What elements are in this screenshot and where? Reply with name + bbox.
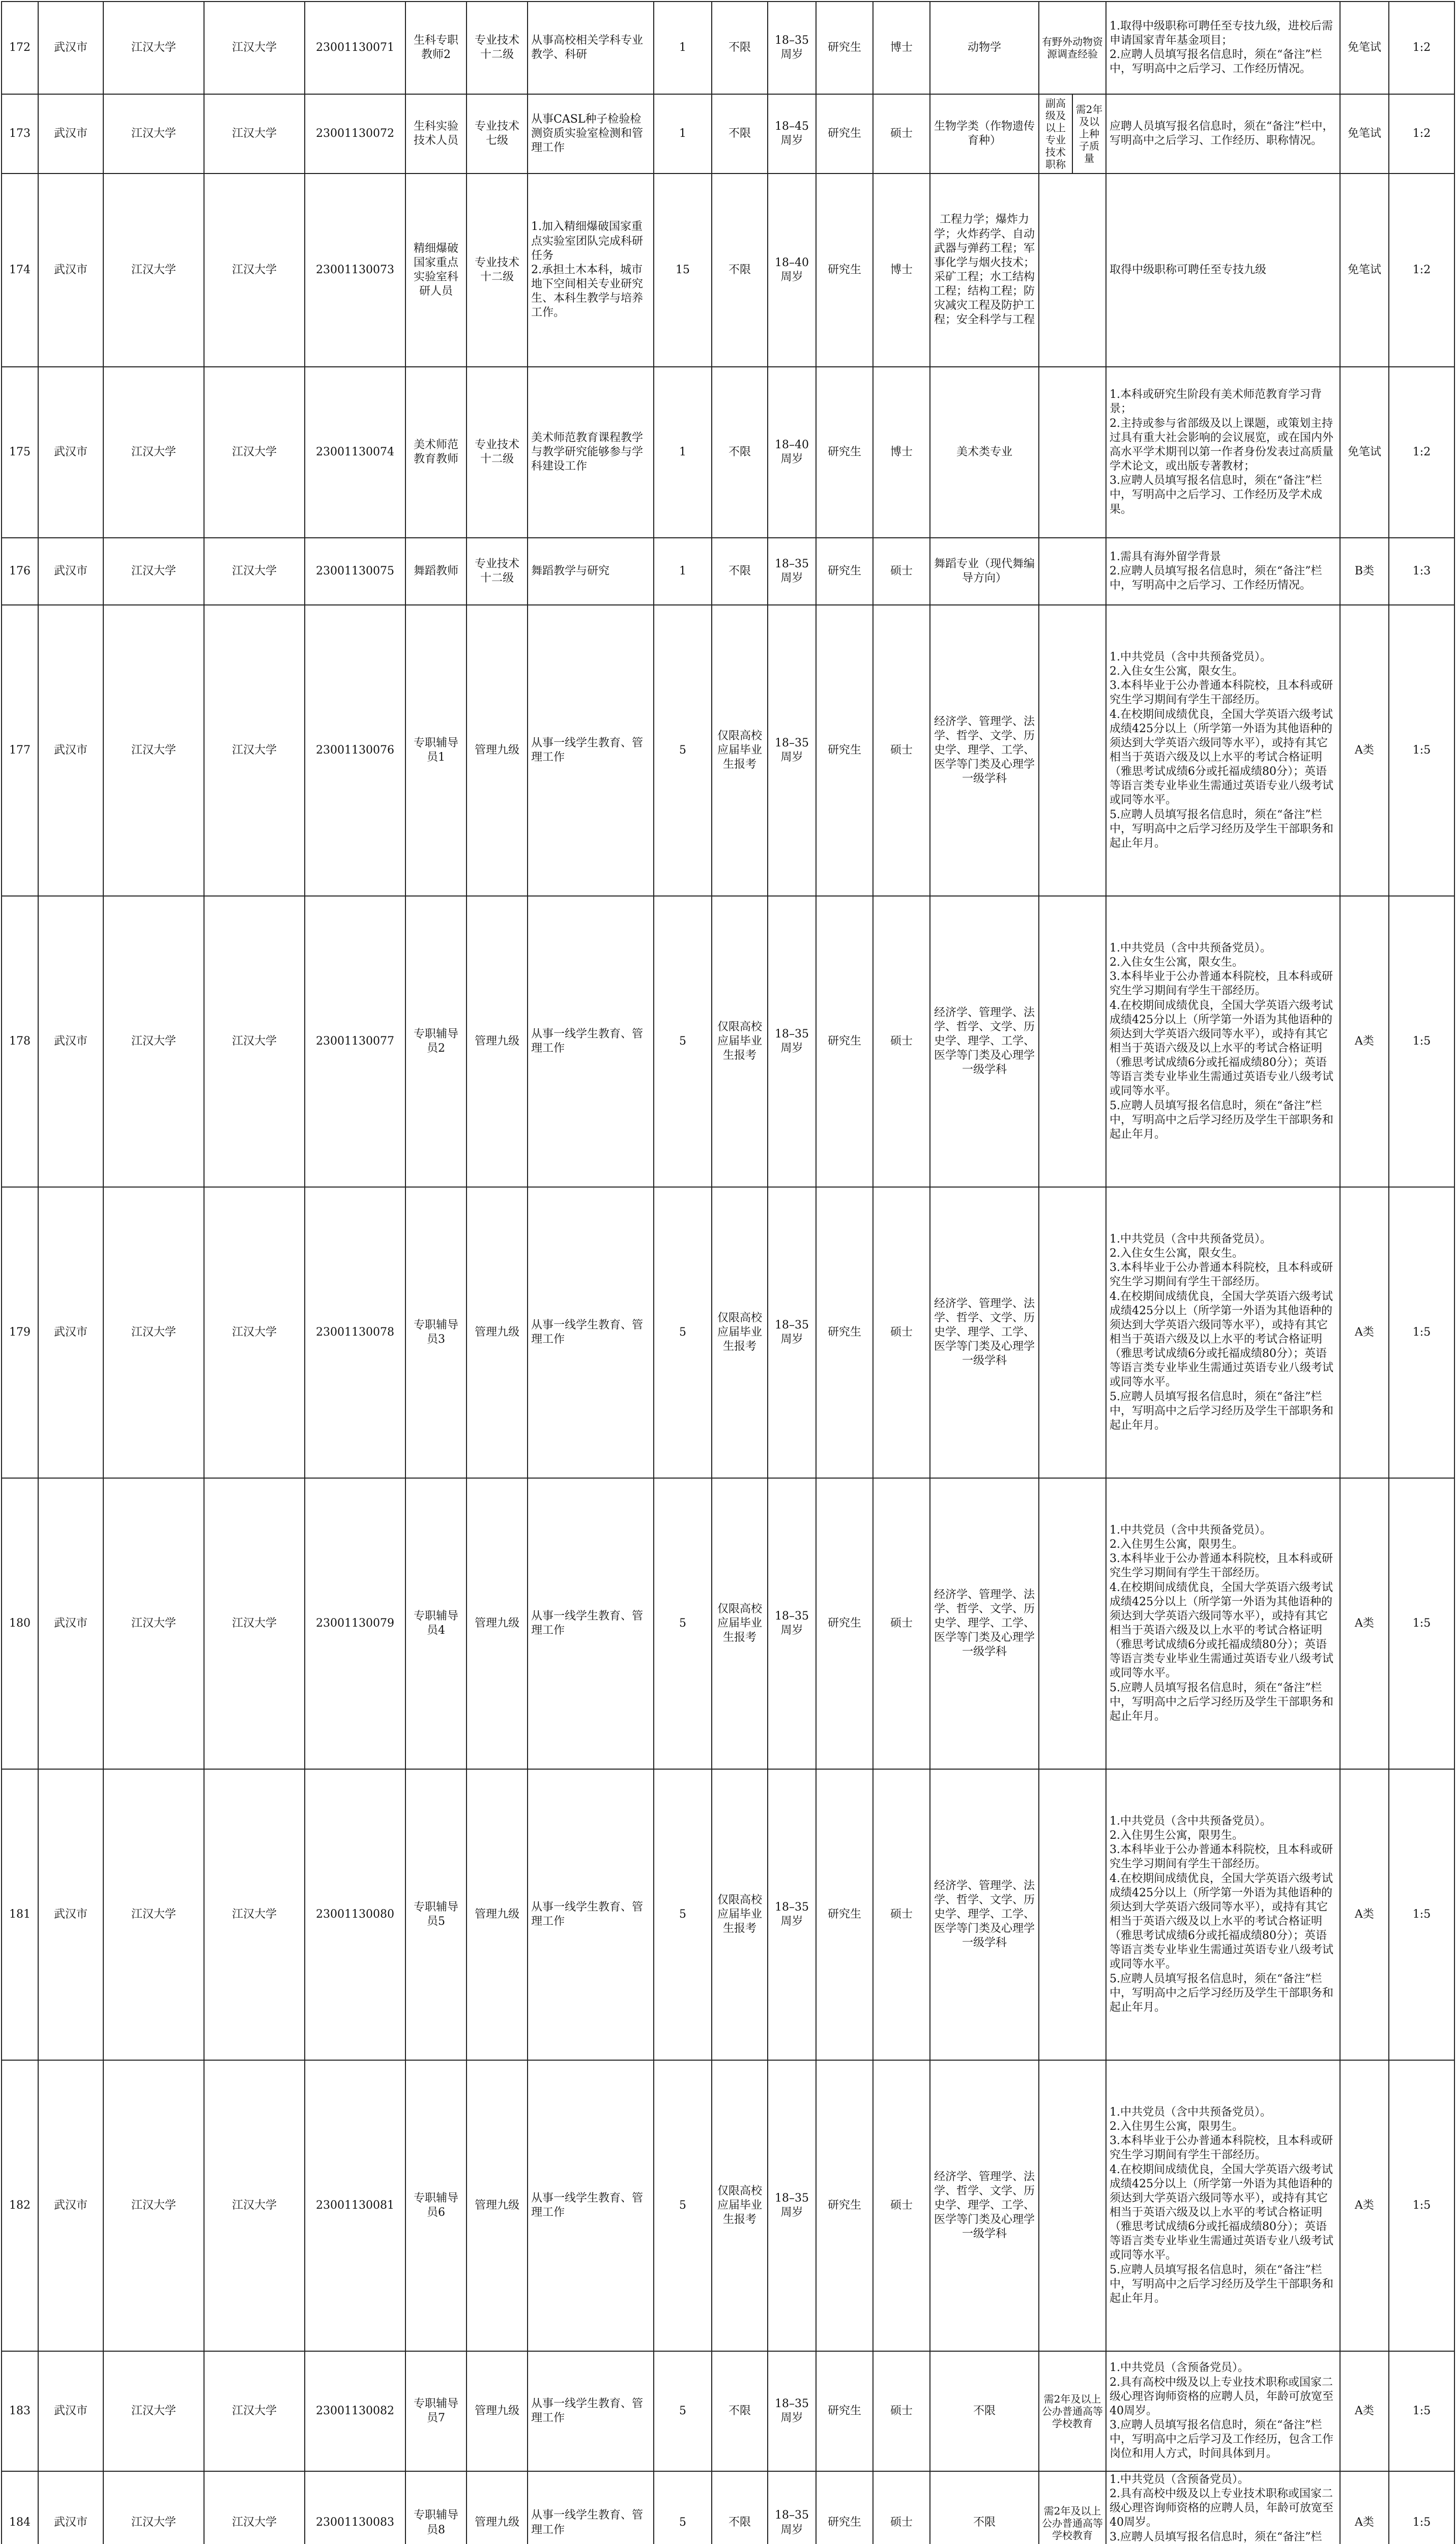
- city-cell: 武汉市: [38, 538, 103, 605]
- department-cell: 江汉大学: [103, 896, 204, 1187]
- degree-cell: 硕士: [873, 538, 930, 605]
- table-row: [2, 538, 1454, 605]
- department-cell: 江汉大学: [103, 1769, 204, 2060]
- headcount-cell: 15: [654, 174, 712, 367]
- major-cell: 不限: [930, 2471, 1039, 2544]
- city-cell: 武汉市: [38, 2, 103, 94]
- ratio-cell: 1:2: [1389, 94, 1454, 174]
- major-cell: 工程力学；爆炸力学；火炸药学、自动武器与弹药工程；军事化学与烟火技术；采矿工程；水工结构工程；结构工程；防灾减灾工程及防护工程；安全科学与工程: [930, 174, 1039, 367]
- notes-cell: 1.中共党员（含中共预备党员）。 2.入住男生公寓，限男生。 3.本科毕业于公办普通本科院校，且本科或研究生学习期间有学生干部经历。 4.在校期间成绩优良，全国大学英语六级考试成绩425分以上（所学第一外语为其他语种的须达到大学英语六级同等水平），或持有其它相当于英语六级及以上水平的考试合格证明（雅思考试成绩6分或托福成绩80分）；英语等语言类专业毕业生需通过英语专业八级考试或同等水平。 5.应聘人员填写报名信息时，须在“备注”栏中，写明高中之后学习经历及学生干部职务和起止年月。: [1106, 2060, 1340, 2351]
- headcount-cell: 5: [654, 1478, 712, 1769]
- ratio-cell: 1:5: [1389, 896, 1454, 1187]
- duty-cell: 从事CASL种子检验检测资质实验室检测和管理工作: [528, 94, 654, 174]
- headcount-cell: 5: [654, 605, 712, 896]
- unit-cell: 江汉大学: [204, 2060, 305, 2351]
- notes-cell: 1.需具有海外留学背景 2.应聘人员填写报名信息时，须在“备注”栏中，写明高中之后学习、工作经历情况。: [1106, 538, 1340, 605]
- other-requirement-cell: [1039, 896, 1106, 1187]
- headcount-cell: 5: [654, 2351, 712, 2471]
- post-level-cell: 专业技术十二级: [467, 2, 528, 94]
- notes-cell: 1.本科或研究生阶段有美术师范教育学习背景； 2.主持或参与省部级及以上课题，或策划主持过具有重大社会影响的会议展览，或在国内外高水平学术期刊以第一作者身份发表过高质量学术论文，或出版专著教材； 3.应聘人员填写报名信息时，须在“备注”栏中，写明高中之后学习、工作经历及学术成果。: [1106, 367, 1340, 538]
- post-level-cell: 管理九级: [467, 896, 528, 1187]
- degree-cell: 硕士: [873, 2471, 930, 2544]
- notes-cell: 1.中共党员（含中共预备党员）。 2.入住男生公寓，限男生。 3.本科毕业于公办普通本科院校，且本科或研究生学习期间有学生干部经历。 4.在校期间成绩优良，全国大学英语六级考试成绩425分以上（所学第一外语为其他语种的须达到大学英语六级同等水平），或持有其它相当于英语六级及以上水平的考试合格证明（雅思考试成绩6分或托福成绩80分）；英语等语言类专业毕业生需通过英语专业八级考试或同等水平。 5.应聘人员填写报名信息时，须在“备注”栏中，写明高中之后学习经历及学生干部职务和起止年月。: [1106, 1478, 1340, 1769]
- post-name-cell: 舞蹈教师: [405, 538, 467, 605]
- education-cell: 研究生: [816, 896, 873, 1187]
- applicant-source-cell: 不限: [712, 2471, 768, 2544]
- applicant-source-cell: 仅限高校应届毕业生报考: [712, 2060, 768, 2351]
- duty-cell: 从事高校相关学科专业教学、科研: [528, 2, 654, 94]
- ratio-cell: 1:2: [1389, 367, 1454, 538]
- unit-cell: 江汉大学: [204, 2351, 305, 2471]
- department-cell: 江汉大学: [103, 605, 204, 896]
- applicant-source-cell: 不限: [712, 538, 768, 605]
- other-requirement-cell: [1039, 174, 1106, 367]
- education-cell: 研究生: [816, 2, 873, 94]
- education-cell: 研究生: [816, 2351, 873, 2471]
- table-row: [2, 896, 1454, 1187]
- other-requirement-cell: [1039, 2060, 1106, 2351]
- other-requirement-cell: 需2年及以上公办普通高等学校教育: [1039, 2471, 1106, 2544]
- headcount-cell: 5: [654, 896, 712, 1187]
- ratio-cell: 1:3: [1389, 538, 1454, 605]
- post-level-cell: 管理九级: [467, 1187, 528, 1478]
- notes-cell: 应聘人员填写报名信息时，须在“备注”栏中，写明高中之后学习、工作经历、职称情况。: [1106, 94, 1340, 174]
- unit-cell: 江汉大学: [204, 2, 305, 94]
- row-number: 180: [2, 1478, 38, 1769]
- post-name-cell: 专职辅导员6: [405, 2060, 467, 2351]
- table-row: [2, 2471, 1454, 2544]
- city-cell: 武汉市: [38, 896, 103, 1187]
- table-row: [2, 605, 1454, 896]
- ratio-cell: 1:2: [1389, 174, 1454, 367]
- post-code-cell: 23001130075: [305, 538, 405, 605]
- row-number: 176: [2, 538, 38, 605]
- department-cell: 江汉大学: [103, 367, 204, 538]
- duty-cell: 从事一线学生教育、管理工作: [528, 2060, 654, 2351]
- other-requirement-cell: [1039, 367, 1106, 538]
- education-cell: 研究生: [816, 1769, 873, 2060]
- table-row: [2, 1187, 1454, 1478]
- degree-cell: 硕士: [873, 94, 930, 174]
- exam-type-cell: A类: [1340, 2471, 1389, 2544]
- ratio-cell: 1:5: [1389, 1478, 1454, 1769]
- exam-type-cell: 免笔试: [1340, 2, 1389, 94]
- headcount-cell: 5: [654, 2471, 712, 2544]
- other-requirement-cell: [1039, 1769, 1106, 2060]
- degree-cell: 硕士: [873, 2351, 930, 2471]
- post-code-cell: 23001130078: [305, 1187, 405, 1478]
- row-number: 174: [2, 174, 38, 367]
- post-code-cell: 23001130074: [305, 367, 405, 538]
- education-cell: 研究生: [816, 2471, 873, 2544]
- unit-cell: 江汉大学: [204, 174, 305, 367]
- post-level-cell: 管理九级: [467, 1769, 528, 2060]
- degree-cell: 博士: [873, 174, 930, 367]
- age-cell: 18–35周岁: [768, 1187, 816, 1478]
- post-name-cell: 生科专职教师2: [405, 2, 467, 94]
- other-requirement-cell: 副高级及以上专业技术职称: [1039, 94, 1072, 174]
- post-level-cell: 专业技术十二级: [467, 174, 528, 367]
- exam-type-cell: A类: [1340, 1478, 1389, 1769]
- major-cell: 不限: [930, 2351, 1039, 2471]
- table-row: [2, 367, 1454, 538]
- exam-type-cell: A类: [1340, 2060, 1389, 2351]
- age-cell: 18–35周岁: [768, 1478, 816, 1769]
- table-row: [2, 1478, 1454, 1769]
- exam-type-cell: A类: [1340, 1769, 1389, 2060]
- unit-cell: 江汉大学: [204, 896, 305, 1187]
- duty-cell: 从事一线学生教育、管理工作: [528, 1478, 654, 1769]
- notes-cell: 1.中共党员（含中共预备党员）。 2.入住女生公寓，限女生。 3.本科毕业于公办普通本科院校，且本科或研究生学习期间有学生干部经历。 4.在校期间成绩优良，全国大学英语六级考试成绩425分以上（所学第一外语为其他语种的须达到大学英语六级同等水平），或持有其它相当于英语六级及以上水平的考试合格证明（雅思考试成绩6分或托福成绩80分）；英语等语言类专业毕业生需通过英语专业八级考试或同等水平。 5.应聘人员填写报名信息时，须在“备注”栏中，写明高中之后学习经历及学生干部职务和起止年月。: [1106, 1187, 1340, 1478]
- recruitment-table: [1, 1, 1455, 2544]
- post-name-cell: 美术师范教育教师: [405, 367, 467, 538]
- other-requirement-cell: 有野外动物资源调查经验: [1039, 2, 1106, 94]
- degree-cell: 硕士: [873, 2060, 930, 2351]
- city-cell: 武汉市: [38, 1187, 103, 1478]
- other-requirement-cell: 需2年及以上公办普通高等学校教育: [1039, 2351, 1106, 2471]
- department-cell: 江汉大学: [103, 174, 204, 367]
- row-number: 182: [2, 2060, 38, 2351]
- post-code-cell: 23001130080: [305, 1769, 405, 2060]
- age-cell: 18–35周岁: [768, 538, 816, 605]
- duty-cell: 从事一线学生教育、管理工作: [528, 896, 654, 1187]
- row-number: 179: [2, 1187, 38, 1478]
- row-number: 184: [2, 2471, 38, 2544]
- education-cell: 研究生: [816, 605, 873, 896]
- notes-cell: 1.中共党员（含预备党员）。 2.具有高校中级及以上专业技术职称或国家二级心理咨询师资格的应聘人员，年龄可放宽至40周岁。 3.应聘人员填写报名信息时，须在“备注”栏: [1106, 2471, 1340, 2544]
- row-number: 178: [2, 896, 38, 1187]
- post-name-cell: 生科实验技术人员: [405, 94, 467, 174]
- unit-cell: 江汉大学: [204, 538, 305, 605]
- major-cell: 生物学类（作物遗传育种）: [930, 94, 1039, 174]
- city-cell: 武汉市: [38, 2351, 103, 2471]
- post-code-cell: 23001130083: [305, 2471, 405, 2544]
- post-code-cell: 23001130082: [305, 2351, 405, 2471]
- city-cell: 武汉市: [38, 605, 103, 896]
- applicant-source-cell: 不限: [712, 94, 768, 174]
- exam-type-cell: A类: [1340, 2351, 1389, 2471]
- major-cell: 经济学、管理学、法学、哲学、文学、历史学、理学、工学、医学等门类及心理学一级学科: [930, 1187, 1039, 1478]
- duty-cell: 从事一线学生教育、管理工作: [528, 605, 654, 896]
- post-name-cell: 专职辅导员5: [405, 1769, 467, 2060]
- department-cell: 江汉大学: [103, 2, 204, 94]
- department-cell: 江汉大学: [103, 1187, 204, 1478]
- post-code-cell: 23001130072: [305, 94, 405, 174]
- applicant-source-cell: 仅限高校应届毕业生报考: [712, 1769, 768, 2060]
- post-level-cell: 专业技术十二级: [467, 538, 528, 605]
- unit-cell: 江汉大学: [204, 367, 305, 538]
- applicant-source-cell: 不限: [712, 2351, 768, 2471]
- major-cell: 动物学: [930, 2, 1039, 94]
- other-requirement-cell: [1039, 1187, 1106, 1478]
- city-cell: 武汉市: [38, 174, 103, 367]
- other-requirement-cell: [1039, 1478, 1106, 1769]
- exam-type-cell: 免笔试: [1340, 367, 1389, 538]
- headcount-cell: 1: [654, 94, 712, 174]
- city-cell: 武汉市: [38, 2060, 103, 2351]
- department-cell: 江汉大学: [103, 2060, 204, 2351]
- unit-cell: 江汉大学: [204, 1478, 305, 1769]
- applicant-source-cell: 不限: [712, 367, 768, 538]
- post-name-cell: 精细爆破国家重点实验室科研人员: [405, 174, 467, 367]
- age-cell: 18–35周岁: [768, 2060, 816, 2351]
- education-cell: 研究生: [816, 174, 873, 367]
- unit-cell: 江汉大学: [204, 1769, 305, 2060]
- ratio-cell: 1:5: [1389, 2351, 1454, 2471]
- headcount-cell: 5: [654, 1769, 712, 2060]
- post-code-cell: 23001130073: [305, 174, 405, 367]
- post-level-cell: 专业技术十二级: [467, 367, 528, 538]
- age-cell: 18–35周岁: [768, 896, 816, 1187]
- exam-type-cell: 免笔试: [1340, 94, 1389, 174]
- post-code-cell: 23001130076: [305, 605, 405, 896]
- other-requirement-cell: [1039, 605, 1106, 896]
- duty-cell: 1.加入精细爆破国家重点实验室团队完成科研任务 2.承担土木本科，城市地下空间相关专业研究生、本科生教学与培养工作。: [528, 174, 654, 367]
- post-code-cell: 23001130081: [305, 2060, 405, 2351]
- row-number: 177: [2, 605, 38, 896]
- duty-cell: 从事一线学生教育、管理工作: [528, 1769, 654, 2060]
- ratio-cell: 1:5: [1389, 1187, 1454, 1478]
- post-name-cell: 专职辅导员7: [405, 2351, 467, 2471]
- degree-cell: 硕士: [873, 1769, 930, 2060]
- post-name-cell: 专职辅导员3: [405, 1187, 467, 1478]
- post-code-cell: 23001130077: [305, 896, 405, 1187]
- headcount-cell: 1: [654, 538, 712, 605]
- ratio-cell: 1:5: [1389, 605, 1454, 896]
- age-cell: 18–40周岁: [768, 174, 816, 367]
- table-row: [2, 94, 1454, 174]
- major-cell: 经济学、管理学、法学、哲学、文学、历史学、理学、工学、医学等门类及心理学一级学科: [930, 605, 1039, 896]
- table-row: [2, 174, 1454, 367]
- applicant-source-cell: 仅限高校应届毕业生报考: [712, 605, 768, 896]
- exam-type-cell: B类: [1340, 538, 1389, 605]
- major-cell: 经济学、管理学、法学、哲学、文学、历史学、理学、工学、医学等门类及心理学一级学科: [930, 2060, 1039, 2351]
- applicant-source-cell: 不限: [712, 2, 768, 94]
- city-cell: 武汉市: [38, 367, 103, 538]
- other-requirement-cell: [1039, 538, 1106, 605]
- table-row: [2, 1769, 1454, 2060]
- department-cell: 江汉大学: [103, 1478, 204, 1769]
- row-number: 173: [2, 94, 38, 174]
- education-cell: 研究生: [816, 1478, 873, 1769]
- degree-cell: 硕士: [873, 896, 930, 1187]
- row-number: 175: [2, 367, 38, 538]
- duty-cell: 从事一线学生教育、管理工作: [528, 2471, 654, 2544]
- unit-cell: 江汉大学: [204, 605, 305, 896]
- post-code-cell: 23001130071: [305, 2, 405, 94]
- degree-cell: 硕士: [873, 605, 930, 896]
- row-number: 172: [2, 2, 38, 94]
- degree-cell: 博士: [873, 367, 930, 538]
- notes-cell: 1.中共党员（含中共预备党员）。 2.入住女生公寓，限女生。 3.本科毕业于公办普通本科院校，且本科或研究生学习期间有学生干部经历。 4.在校期间成绩优良，全国大学英语六级考试成绩425分以上（所学第一外语为其他语种的须达到大学英语六级同等水平），或持有其它相当于英语六级及以上水平的考试合格证明（雅思考试成绩6分或托福成绩80分）；英语等语言类专业毕业生需通过英语专业八级考试或同等水平。 5.应聘人员填写报名信息时，须在“备注”栏中，写明高中之后学习经历及学生干部职务和起止年月。: [1106, 896, 1340, 1187]
- age-cell: 18–40周岁: [768, 367, 816, 538]
- education-cell: 研究生: [816, 1187, 873, 1478]
- age-cell: 18–45周岁: [768, 94, 816, 174]
- headcount-cell: 1: [654, 367, 712, 538]
- unit-cell: 江汉大学: [204, 1187, 305, 1478]
- post-level-cell: 管理九级: [467, 1478, 528, 1769]
- education-cell: 研究生: [816, 367, 873, 538]
- post-level-cell: 专业技术七级: [467, 94, 528, 174]
- applicant-source-cell: 仅限高校应届毕业生报考: [712, 896, 768, 1187]
- ratio-cell: 1:5: [1389, 1769, 1454, 2060]
- unit-cell: 江汉大学: [204, 94, 305, 174]
- education-cell: 研究生: [816, 538, 873, 605]
- table-row: [2, 2, 1454, 94]
- duty-cell: 美术师范教育课程教学与教学研究能够参与学科建设工作: [528, 367, 654, 538]
- department-cell: 江汉大学: [103, 2351, 204, 2471]
- degree-cell: 博士: [873, 2, 930, 94]
- post-level-cell: 管理九级: [467, 2060, 528, 2351]
- ratio-cell: 1:5: [1389, 2471, 1454, 2544]
- notes-cell: 1.取得中级职称可聘任至专技九级，进校后需申请国家青年基金项目； 2.应聘人员填写报名信息时，须在“备注”栏中，写明高中之后学习、工作经历情况。: [1106, 2, 1340, 94]
- department-cell: 江汉大学: [103, 538, 204, 605]
- major-cell: 美术类专业: [930, 367, 1039, 538]
- city-cell: 武汉市: [38, 1769, 103, 2060]
- degree-cell: 硕士: [873, 1187, 930, 1478]
- age-cell: 18–35周岁: [768, 2351, 816, 2471]
- post-name-cell: 专职辅导员1: [405, 605, 467, 896]
- age-cell: 18–35周岁: [768, 1769, 816, 2060]
- exam-type-cell: 免笔试: [1340, 174, 1389, 367]
- headcount-cell: 5: [654, 1187, 712, 1478]
- age-cell: 18–35周岁: [768, 2, 816, 94]
- department-cell: 江汉大学: [103, 2471, 204, 2544]
- ratio-cell: 1:5: [1389, 2060, 1454, 2351]
- exam-type-cell: A类: [1340, 1187, 1389, 1478]
- notes-cell: 1.中共党员（含预备党员）。 2.具有高校中级及以上专业技术职称或国家二级心理咨询师资格的应聘人员，年龄可放宽至40周岁。 3.应聘人员填写报名信息时，须在“备注”栏中，写明高中之后学习及工作经历，包含工作岗位和用人方式，时间具体到月。: [1106, 2351, 1340, 2471]
- post-name-cell: 专职辅导员8: [405, 2471, 467, 2544]
- major-cell: 舞蹈专业（现代舞编导方向）: [930, 538, 1039, 605]
- unit-cell: 江汉大学: [204, 2471, 305, 2544]
- age-cell: 18–35周岁: [768, 605, 816, 896]
- major-cell: 经济学、管理学、法学、哲学、文学、历史学、理学、工学、医学等门类及心理学一级学科: [930, 1478, 1039, 1769]
- applicant-source-cell: 不限: [712, 174, 768, 367]
- row-number: 183: [2, 2351, 38, 2471]
- table-row: [2, 2060, 1454, 2351]
- post-name-cell: 专职辅导员4: [405, 1478, 467, 1769]
- headcount-cell: 5: [654, 2060, 712, 2351]
- exam-type-cell: A类: [1340, 896, 1389, 1187]
- city-cell: 武汉市: [38, 2471, 103, 2544]
- notes-cell: 取得中级职称可聘任至专技九级: [1106, 174, 1340, 367]
- exam-type-cell: A类: [1340, 605, 1389, 896]
- duty-cell: 舞蹈教学与研究: [528, 538, 654, 605]
- duty-cell: 从事一线学生教育、管理工作: [528, 2351, 654, 2471]
- notes-cell: 1.中共党员（含中共预备党员）。 2.入住女生公寓，限女生。 3.本科毕业于公办普通本科院校，且本科或研究生学习期间有学生干部经历。 4.在校期间成绩优良，全国大学英语六级考试成绩425分以上（所学第一外语为其他语种的须达到大学英语六级同等水平），或持有其它相当于英语六级及以上水平的考试合格证明（雅思考试成绩6分或托福成绩80分）；英语等语言类专业毕业生需通过英语专业八级考试或同等水平。 5.应聘人员填写报名信息时，须在“备注”栏中，写明高中之后学习经历及学生干部职务和起止年月。: [1106, 605, 1340, 896]
- post-level-cell: 管理九级: [467, 2471, 528, 2544]
- headcount-cell: 1: [654, 2, 712, 94]
- duty-cell: 从事一线学生教育、管理工作: [528, 1187, 654, 1478]
- department-cell: 江汉大学: [103, 94, 204, 174]
- post-name-cell: 专职辅导员2: [405, 896, 467, 1187]
- applicant-source-cell: 仅限高校应届毕业生报考: [712, 1187, 768, 1478]
- major-cell: 经济学、管理学、法学、哲学、文学、历史学、理学、工学、医学等门类及心理学一级学科: [930, 1769, 1039, 2060]
- ratio-cell: 1:2: [1389, 2, 1454, 94]
- table-row: [2, 2351, 1454, 2471]
- degree-cell: 硕士: [873, 1478, 930, 1769]
- education-cell: 研究生: [816, 2060, 873, 2351]
- post-level-cell: 管理九级: [467, 2351, 528, 2471]
- major-cell: 经济学、管理学、法学、哲学、文学、历史学、理学、工学、医学等门类及心理学一级学科: [930, 896, 1039, 1187]
- post-code-cell: 23001130079: [305, 1478, 405, 1769]
- education-cell: 研究生: [816, 94, 873, 174]
- city-cell: 武汉市: [38, 1478, 103, 1769]
- extra-requirement-cell: 需2年及以上种子质量: [1072, 94, 1106, 174]
- row-number: 181: [2, 1769, 38, 2060]
- city-cell: 武汉市: [38, 94, 103, 174]
- age-cell: 18–35周岁: [768, 2471, 816, 2544]
- notes-cell: 1.中共党员（含中共预备党员）。 2.入住男生公寓，限男生。 3.本科毕业于公办普通本科院校，且本科或研究生学习期间有学生干部经历。 4.在校期间成绩优良，全国大学英语六级考试成绩425分以上（所学第一外语为其他语种的须达到大学英语六级同等水平），或持有其它相当于英语六级及以上水平的考试合格证明（雅思考试成绩6分或托福成绩80分）；英语等语言类专业毕业生需通过英语专业八级考试或同等水平。 5.应聘人员填写报名信息时，须在“备注”栏中，写明高中之后学习经历及学生干部职务和起止年月。: [1106, 1769, 1340, 2060]
- applicant-source-cell: 仅限高校应届毕业生报考: [712, 1478, 768, 1769]
- post-level-cell: 管理九级: [467, 605, 528, 896]
